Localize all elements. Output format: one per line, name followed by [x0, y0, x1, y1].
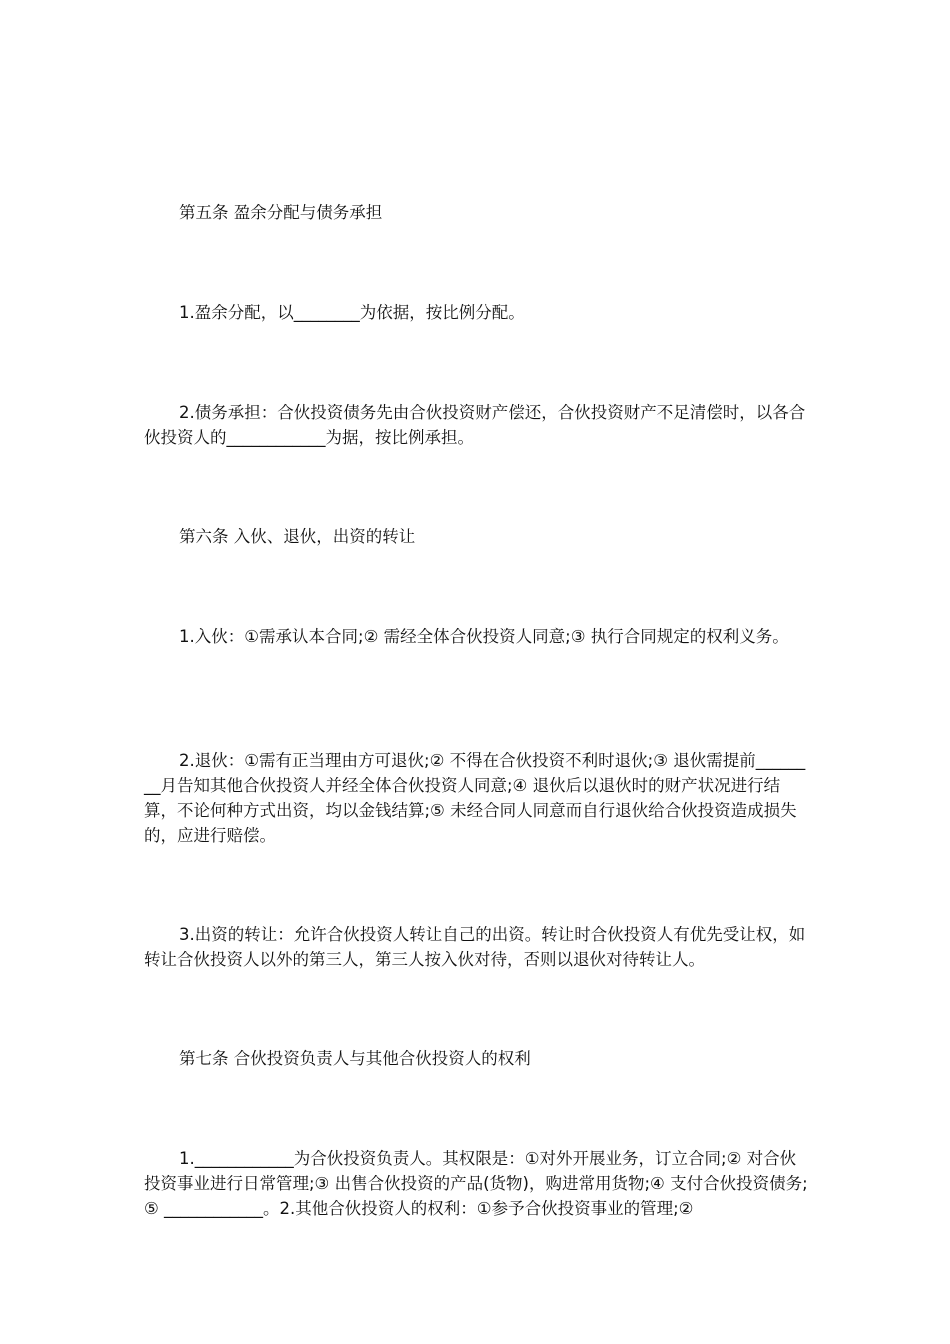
clause-surplus-distribution: 1.盈余分配，以________为依据，按比例分配。 — [179, 303, 525, 322]
clause-joining: 1.入伙：①需承认本合同;② 需经全体合伙投资人同意;③ 执行合同规定的权利义务。 — [179, 627, 789, 646]
clause-withdrawal: 2.退伙：①需有正当理由方可退伙;② 不得在合伙投资不利时退伙;③ 退伙需提前________月告知其他合伙投资人并经全体合伙投资人同意;④ 退伙后以退伙时的财产状况进行结算，不论何种方式出资，均以金钱结算;⑤ 未经合同人同意而自行退伙给合伙投资造成损失的，应进行赔偿。 — [144, 751, 806, 845]
clause-capital-transfer: 3.出资的转让：允许合伙投资人转让自己的出资。转让时合伙投资人有优先受让权，如转让合伙投资人以外的第三人，第三人按入伙对待，否则以退伙对待转让人。 — [144, 925, 806, 969]
section-heading-article-7: 第七条 合伙投资负责人与其他合伙投资人的权利 — [179, 1049, 531, 1068]
section-heading-article-5: 第五条 盈余分配与债务承担 — [179, 203, 383, 222]
section-heading-article-6: 第六条 入伙、退伙，出资的转让 — [179, 527, 416, 546]
clause-responsible-person: 1.____________为合伙投资负责人。其权限是：①对外开展业务，订立合同;② 对合伙投资事业进行日常管理;③ 出售合伙投资的产品(货物)，购进常用货物;④ 支付合伙投资债务;⑤ ____________。2.其他合伙投资人的权利：①参予合伙投资事业的管理;② — [144, 1149, 808, 1218]
clause-debt-bearing: 2.债务承担：合伙投资债务先由合伙投资财产偿还，合伙投资财产不足清偿时，以各合伙投资人的____________为据，按比例承担。 — [144, 403, 806, 447]
